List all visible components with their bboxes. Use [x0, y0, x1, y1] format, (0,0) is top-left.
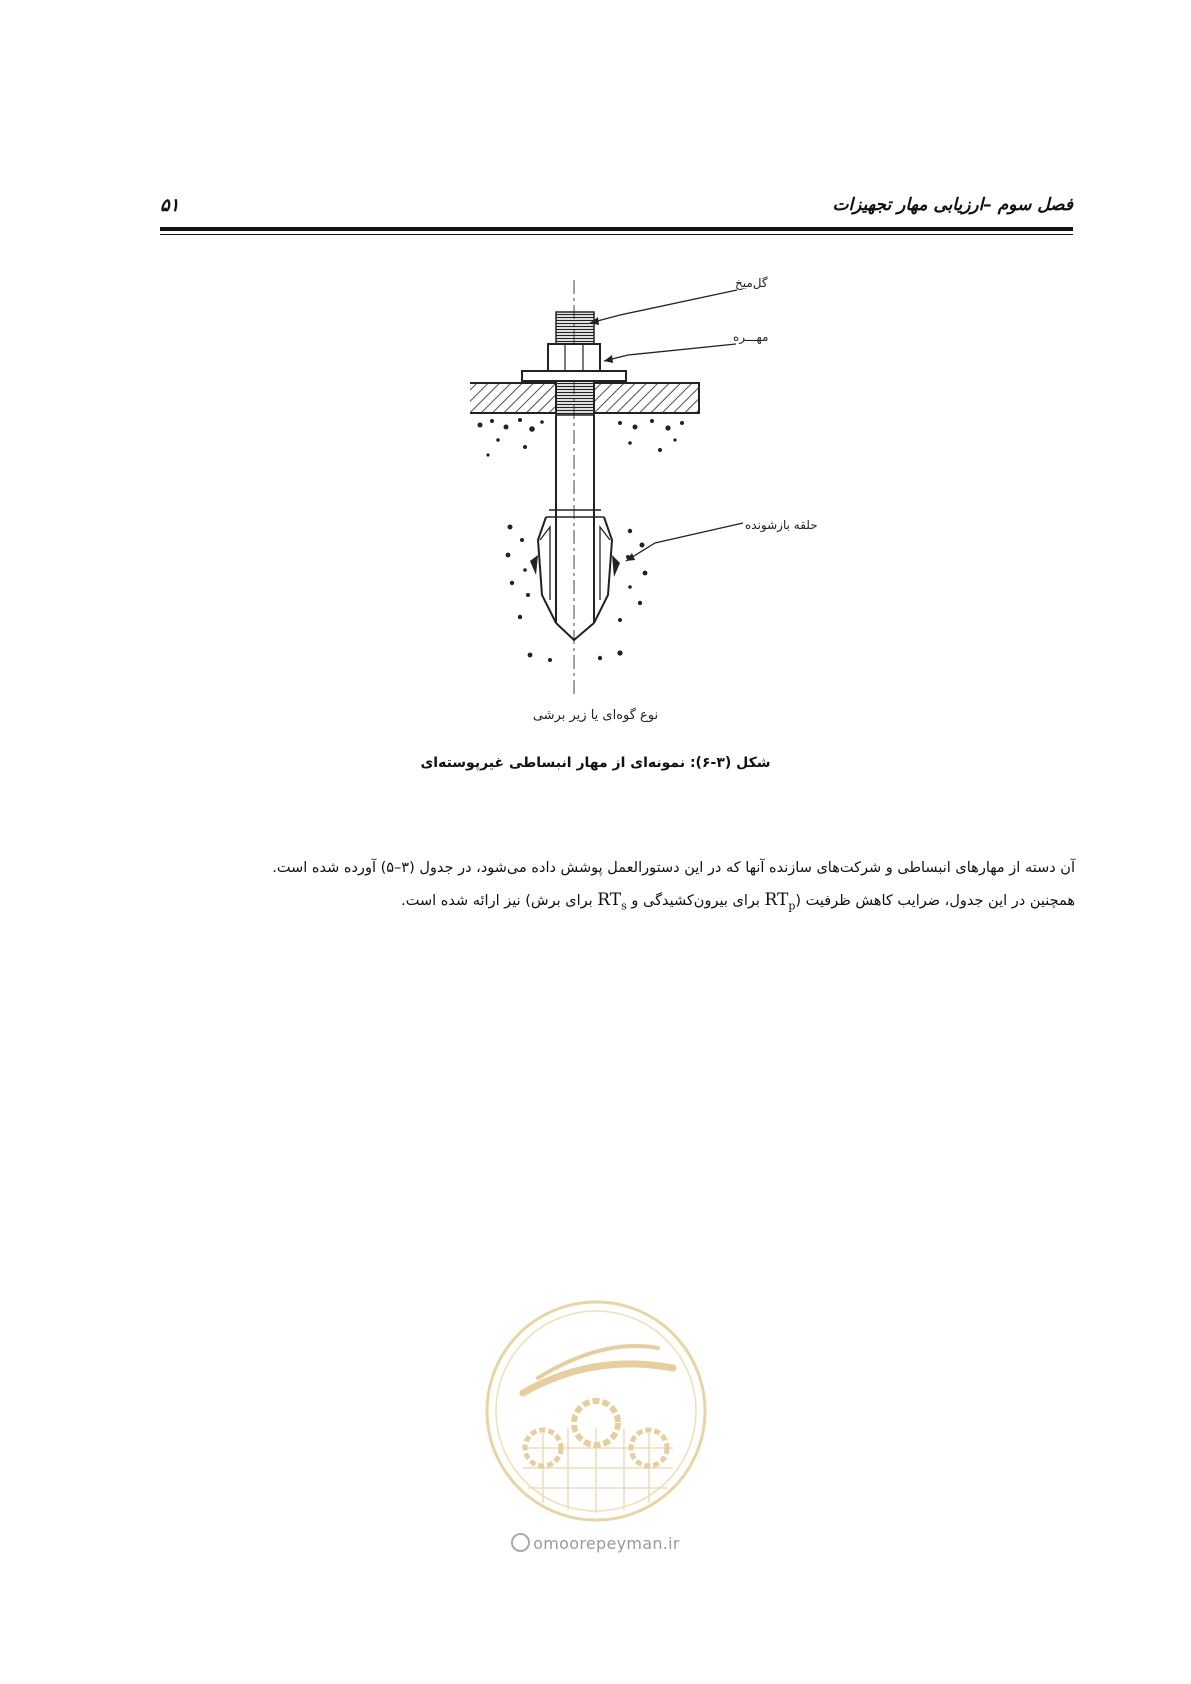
page-number: ۵۱: [160, 195, 180, 216]
watermark-logo: [483, 1298, 709, 1524]
stud-thread-top: [556, 312, 594, 344]
body-line-2-part-c: برای برش) نیز ارائه شده است.: [401, 893, 598, 909]
rtp-symbol: $RT_p$: [764, 890, 796, 913]
label-stud: گل‌میخ: [735, 276, 768, 290]
globe-icon: [511, 1533, 530, 1552]
header-rule-thick: [160, 227, 1073, 231]
label-expansion-ring: حلقه بازشونده: [745, 518, 818, 532]
rts-symbol: $RT_s$: [597, 890, 627, 913]
label-anchor-type: نوع گوه‌ای یا زیر برشی: [532, 708, 659, 723]
label-nut: مهـــره: [733, 330, 769, 344]
body-line-2-part-a: همچنین در این جدول، ضرایب کاهش ظرفیت (: [795, 893, 1075, 909]
base-plate-left: [470, 383, 556, 413]
watermark-website: omoorepeyman.ir: [0, 1533, 1191, 1553]
base-plate-right: [594, 383, 699, 413]
body-line-1: آن دسته از مهارهای انبساطی و شرکت‌های سازنده آنها که در این دستورالعمل پوشش داده می‌شود، در جدول (۳–۵) آورده شده است.: [272, 860, 1075, 876]
running-header-title: فصل سوم –ارزیابی مهار تجهیزات: [832, 195, 1073, 215]
expansion-ring: [538, 517, 612, 623]
body-line-2: [115, 884, 1075, 922]
header-rule-thin: [160, 234, 1073, 235]
body-paragraph: [115, 852, 1075, 922]
expansion-anchor-drawing: [470, 265, 770, 700]
figure-caption: شکل (۳-۶): نمونه‌ای از مهار انبساطی غیرپوسته‌ای: [420, 755, 771, 771]
nut: [548, 344, 600, 371]
cone-tip: [556, 623, 594, 640]
body-line-2-part-b: برای بیرون‌کشیدگی و: [626, 893, 765, 909]
washer: [522, 371, 626, 381]
